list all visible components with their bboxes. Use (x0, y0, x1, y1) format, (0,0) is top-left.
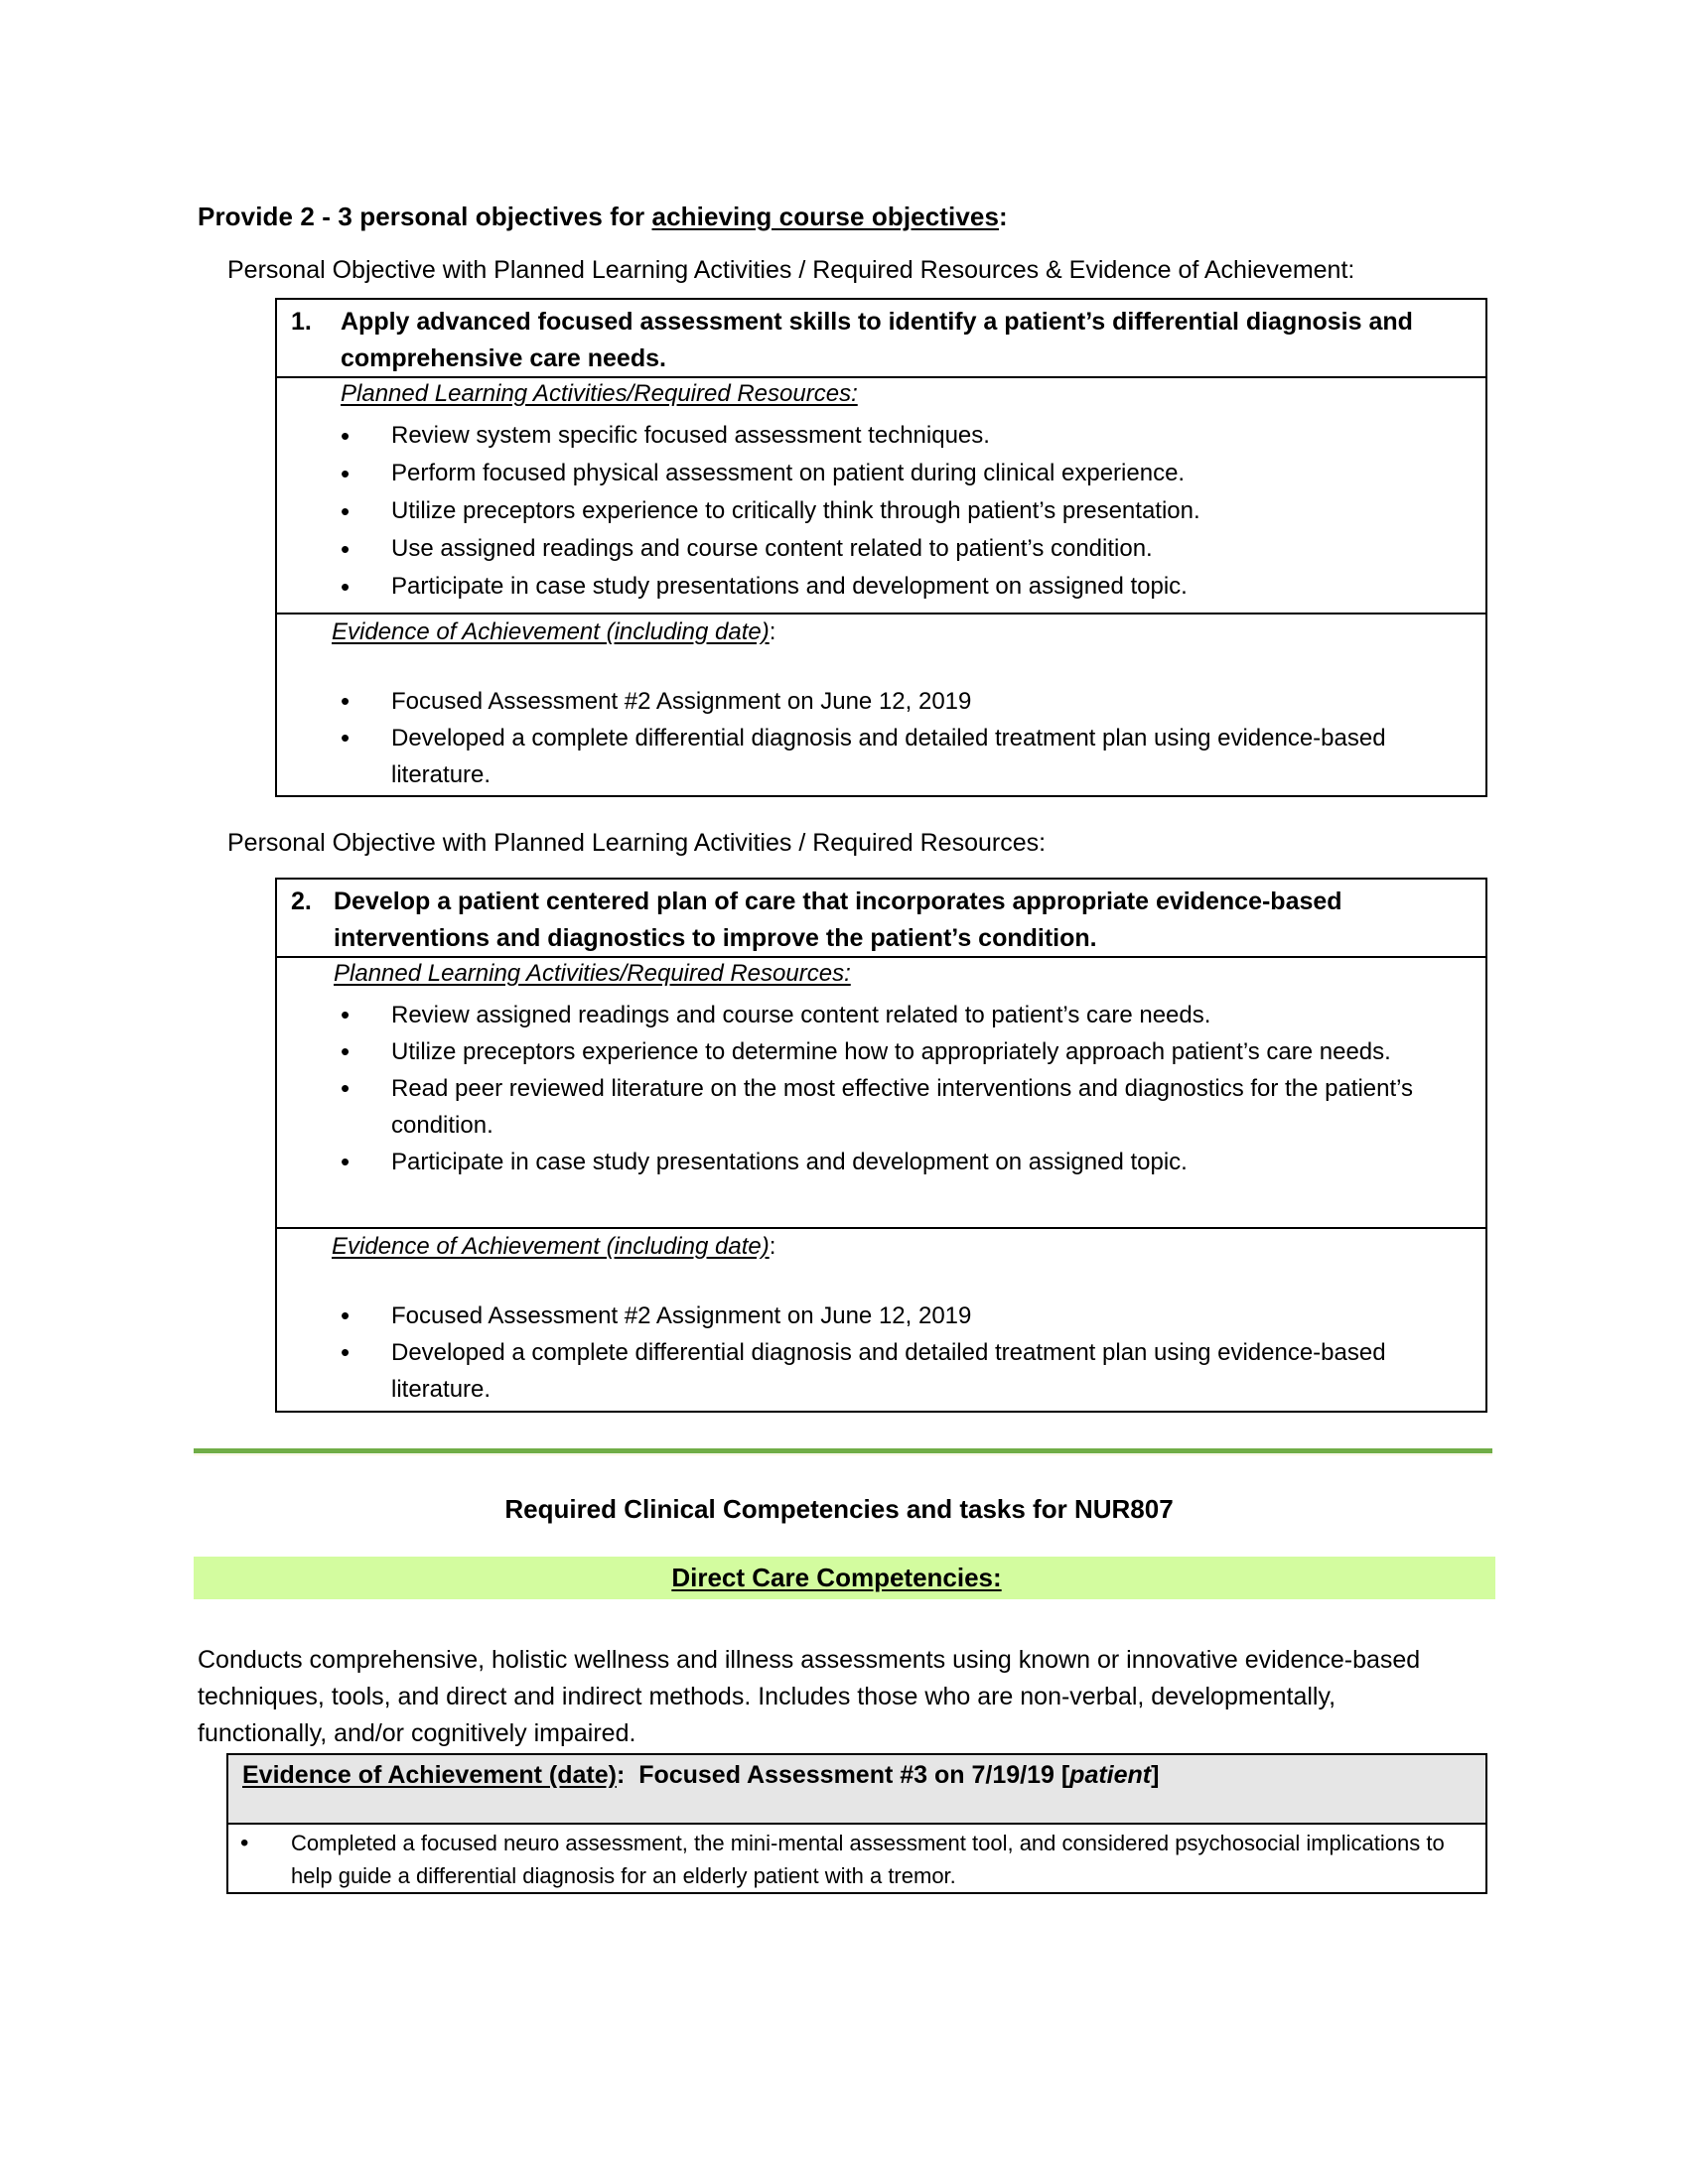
competencies-heading-text: Required Clinical Competencies and tasks for NUR807 (504, 1494, 1174, 1524)
objective-2-text: Develop a patient centered plan of care that incorporates appropriate evidence-based interventions and diagnostics to improve the patient’s condition. (334, 887, 1342, 952)
evidence-label: Evidence of Achievement (including date) (332, 1233, 770, 1260)
activities-list (277, 417, 1485, 606)
objective-2-intro: Personal Objective with Planned Learning Activities / Required Resources: (227, 829, 1047, 857)
competency-evidence-label: Evidence of Achievement (date) (242, 1761, 617, 1789)
objective-1-evidence (277, 613, 1485, 794)
objective-1-text: Apply advanced focused assessment skills to identify a patient’s differential diagnosis and comprehensive care needs. (341, 308, 1413, 372)
objective-1-intro: Personal Objective with Planned Learning Activities / Required Resources & Evidence of Achievement: (227, 256, 1355, 284)
competency-evidence-close: ] (1151, 1761, 1160, 1789)
competencies-heading (0, 1494, 1688, 1525)
objective-1-activities (277, 376, 1485, 613)
list-item: • Read peer reviewed literature on the most effective interventions and diagnostics for the patient’s condition. (277, 1070, 1485, 1144)
competency-evidence-header (228, 1755, 1485, 1825)
objective-1-statement (277, 300, 1485, 377)
objective-1-header (277, 300, 1485, 376)
list-item: • Use assigned readings and course content related to patient’s condition. (277, 530, 1485, 568)
objective-2-activities (277, 956, 1485, 1227)
list-item: • Review system specific focused assessment techniques. (277, 417, 1485, 455)
list-item: • Participate in case study presentations and development on assigned topic. (277, 1144, 1485, 1180)
competency-evidence-detail: Focused Assessment #3 on 7/19/19 [ (638, 1761, 1070, 1789)
list-item: • Developed a complete differential diagnosis and detailed treatment plan using evidence-based literature. (277, 1334, 1485, 1408)
competency-description: Conducts comprehensive, holistic wellness and illness assessments using known or innovative evidence-based techniques, tools, and direct and indirect methods. Includes those who are non-verbal, developmentally, functionally, and/or cognitively impaired. (198, 1646, 1421, 1747)
list-item: • Perform focused physical assessment on patient during clinical experience. (277, 455, 1485, 492)
title-colon: : (999, 202, 1008, 231)
evidence-label: Evidence of Achievement (including date) (332, 618, 770, 645)
list-item: • Focused Assessment #2 Assignment on June 12, 2019 (277, 683, 1485, 720)
title-text: Provide 2 - 3 personal objectives for (198, 202, 652, 231)
section-divider-shadow (194, 1454, 1492, 1455)
activities-list (277, 997, 1485, 1180)
competency-evidence-list (228, 1825, 1485, 1892)
list-item: • Utilize preceptors experience to critically think through patient’s presentation. (277, 492, 1485, 530)
evidence-colon: : (769, 618, 776, 645)
list-item: • Review assigned readings and course content related to patient’s care needs. (277, 997, 1485, 1033)
objective-2-box (275, 878, 1487, 1413)
competency-evidence-box (226, 1753, 1487, 1894)
objective-1-box (275, 298, 1487, 797)
list-item: • Completed a focused neuro assessment, the mini-mental assessment tool, and considered psychosocial implications to help guide a differential diagnosis for an elderly patient with a tremor. (228, 1825, 1485, 1892)
direct-care-band (194, 1557, 1495, 1599)
page-title (198, 202, 1008, 232)
list-item: • Participate in case study presentations and development on assigned topic. (277, 568, 1485, 606)
competency-evidence-colon: : (616, 1761, 626, 1789)
list-item: • Focused Assessment #2 Assignment on June 12, 2019 (277, 1297, 1485, 1334)
objective-1-number: 1. (291, 308, 312, 336)
evidence-list (277, 1297, 1485, 1408)
section-divider (194, 1448, 1492, 1453)
title-emphasis: achieving course objectives (651, 202, 1000, 231)
list-item: • Developed a complete differential diagnosis and detailed treatment plan using evidence-based literature. (277, 720, 1485, 793)
competency-evidence-patient: patient (1069, 1761, 1152, 1789)
activities-label: Planned Learning Activities/Required Resources: (334, 960, 851, 987)
objective-2-evidence (277, 1227, 1485, 1412)
direct-care-title: Direct Care Competencies: (671, 1563, 1002, 1592)
activities-label: Planned Learning Activities/Required Resources: (341, 380, 858, 407)
objective-2-number: 2. (291, 887, 312, 915)
objective-2-statement (277, 880, 1485, 957)
list-item: • Utilize preceptors experience to determine how to appropriately approach patient’s care needs. (277, 1033, 1485, 1070)
evidence-list (277, 683, 1485, 793)
objective-2-header (277, 880, 1485, 956)
evidence-colon: : (769, 1233, 776, 1260)
